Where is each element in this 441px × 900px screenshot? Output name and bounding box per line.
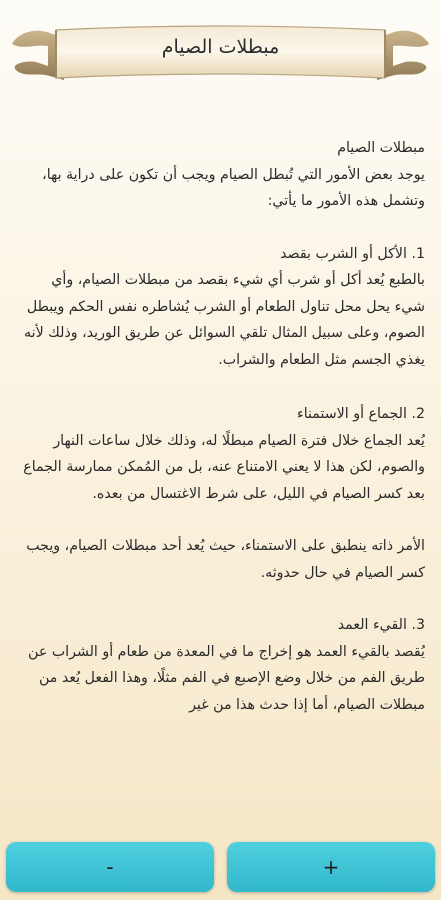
section-heading: 3. القيء العمد <box>337 617 425 633</box>
section-heading: 1. الأكل أو الشرب بقصد <box>280 245 425 262</box>
intro-text: يوجد بعض الأمور التي تُبطل الصيام ويجب أن تكون على دراية بها، وتشمل هذه الأمور ما يأتي: <box>42 166 425 209</box>
section-body: الأمر ذاته ينطبق على الاستمناء، حيث يُعد أحد مبطلات الصيام، ويجب كسر الصيام في حال حدوثه. <box>26 538 425 581</box>
decrease-font-button[interactable] <box>6 842 214 892</box>
article-content <box>20 135 425 718</box>
minus-label: - <box>106 855 114 879</box>
title-banner <box>0 0 441 100</box>
section-body: يُقصد بالقيء العمد هو إخراج ما في المعدة من طعام أو الشراب عن طريق الفم من خلال وضع الإصبع في الفم مثلًا، وهذا الفعل يُعد من مبطلات الصيام، أما إذا حدث هذا من غير <box>28 643 425 713</box>
section-heading: 2. الجماع أو الاستمناء <box>297 406 425 422</box>
increase-font-button[interactable] <box>227 842 435 892</box>
plus-label: + <box>322 855 340 879</box>
section-body: بالطبع يُعد أكل أو شرب أي شيء بقصد من مبطلات الصيام، وأي شيء يحل محل تناول الطعام أو الشرب يُشاطره نفس الحكم ويبطل الصوم، وعلى سبيل المثال تلقي السوائل عن طريق الوريد، وذلك لأنه يغذي الجسم مثل الطعام والشراب. <box>24 272 425 368</box>
section-body: يُعد الجماع خلال فترة الصيام مبطلًا له، وذلك خلال ساعات النهار والصوم، لكن هذا لا يعني الامتناع عنه، بل من المُمكن ممارسة الجماع بعد كسر الصيام في الليل، على شرط الاغتسال من بعده. <box>23 432 425 502</box>
page-title: مبطلات الصيام <box>161 36 280 58</box>
intro-title: مبطلات الصيام <box>337 140 425 156</box>
